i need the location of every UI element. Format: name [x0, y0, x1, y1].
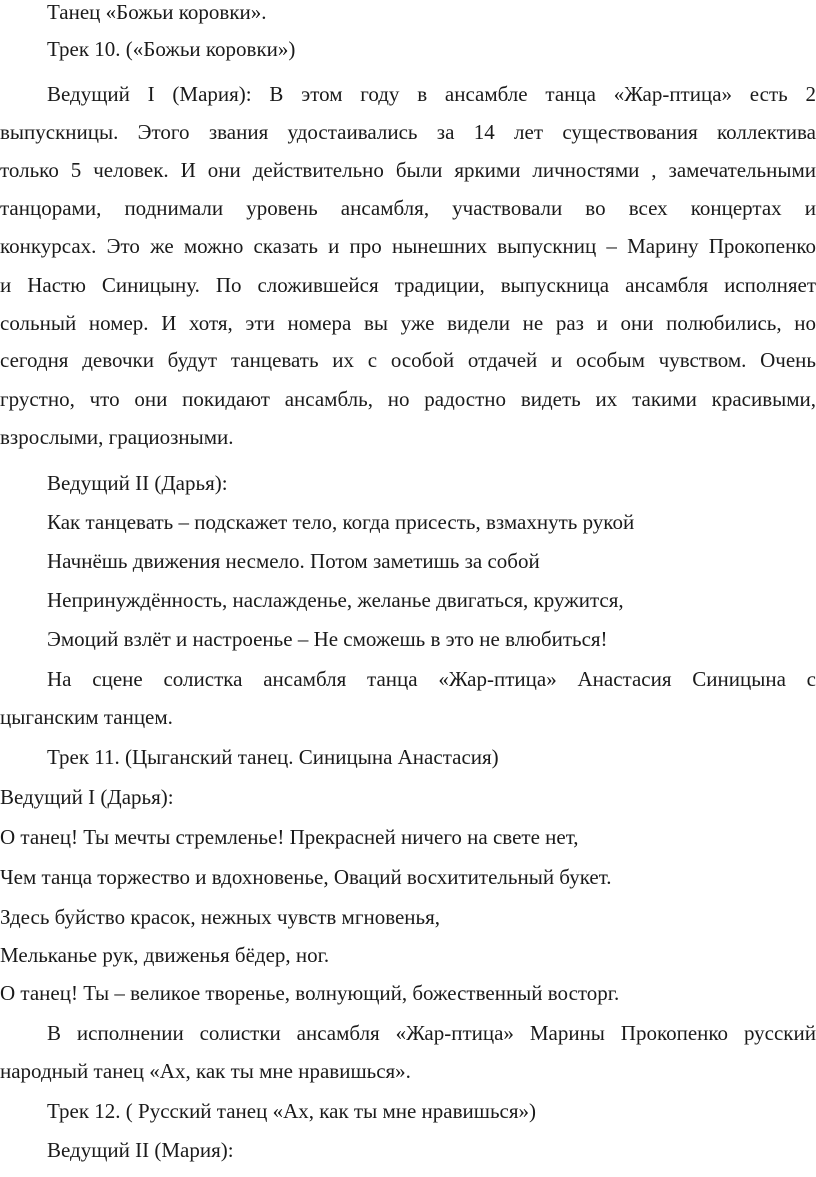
- text-line: О танец! Ты мечты стремленье! Прекрасней ничего на свете нет,: [0, 825, 579, 849]
- text-line: Трек 11. (Цыганский танец. Синицына Анастасия): [47, 745, 499, 769]
- text-line: Эмоций взлёт и настроенье – Не сможешь в это не влюбиться!: [47, 627, 608, 651]
- text-line: и Настю Синицыну. По сложившейся традиции, выпускница ансамбля исполняет: [0, 273, 816, 297]
- text-line: В исполнении солистки ансамбля «Жар-птица» Марины Прокопенко русский: [47, 1021, 816, 1045]
- text-line: конкурсах. Это же можно сказать и про нынешних выпускниц – Марину Прокопенко: [0, 234, 816, 258]
- text-line: Танец «Божьи коровки».: [47, 0, 267, 24]
- text-line: сольный номер. И хотя, эти номера вы уже видели не раз и они полюбились, но: [0, 311, 816, 335]
- text-line: Ведущий I (Мария): В этом году в ансамбле танца «Жар-птица» есть 2: [47, 82, 816, 106]
- text-line: Ведущий II (Мария):: [47, 1138, 234, 1162]
- text-line: цыганским танцем.: [0, 705, 173, 729]
- text-line: народный танец «Ах, как ты мне нравишься».: [0, 1059, 411, 1083]
- text-line: О танец! Ты – великое творенье, волнующий, божественный восторг.: [0, 981, 620, 1005]
- text-line: выпускницы. Этого звания удостаивались за 14 лет существования коллектива: [0, 120, 816, 144]
- text-line: грустно, что они покидают ансамбль, но радостно видеть их такими красивыми,: [0, 387, 816, 411]
- text-line: танцорами, поднимали уровень ансамбля, участвовали во всех концертах и: [0, 196, 816, 220]
- text-line: Трек 10. («Божьи коровки»): [47, 37, 296, 61]
- text-line: только 5 человек. И они действительно были яркими личностями , замечательными: [0, 158, 816, 182]
- text-line: сегодня девочки будут танцевать их с особой отдачей и особым чувством. Очень: [0, 348, 816, 372]
- text-line: На сцене солистка ансамбля танца «Жар-птица» Анастасия Синицына с: [47, 667, 816, 691]
- text-line: Начнёшь движения несмело. Потом заметишь за собой: [47, 549, 540, 573]
- text-line: Ведущий II (Дарья):: [47, 471, 228, 495]
- text-line: взрослыми, грациозными.: [0, 425, 234, 449]
- text-line: Чем танца торжество и вдохновенье, Оваций восхитительный букет.: [0, 865, 612, 889]
- text-line: Ведущий I (Дарья):: [0, 785, 174, 809]
- text-line: Здесь буйство красок, нежных чувств мгновенья,: [0, 905, 441, 929]
- text-line: Как танцевать – подскажет тело, когда присесть, взмахнуть рукой: [47, 510, 635, 534]
- text-line: Трек 12. ( Русский танец «Ах, как ты мне нравишься»): [47, 1099, 536, 1123]
- text-line: Мельканье рук, движенья бёдер, ног.: [0, 943, 330, 967]
- text-line: Непринуждённость, наслажденье, желанье двигаться, кружится,: [47, 588, 624, 612]
